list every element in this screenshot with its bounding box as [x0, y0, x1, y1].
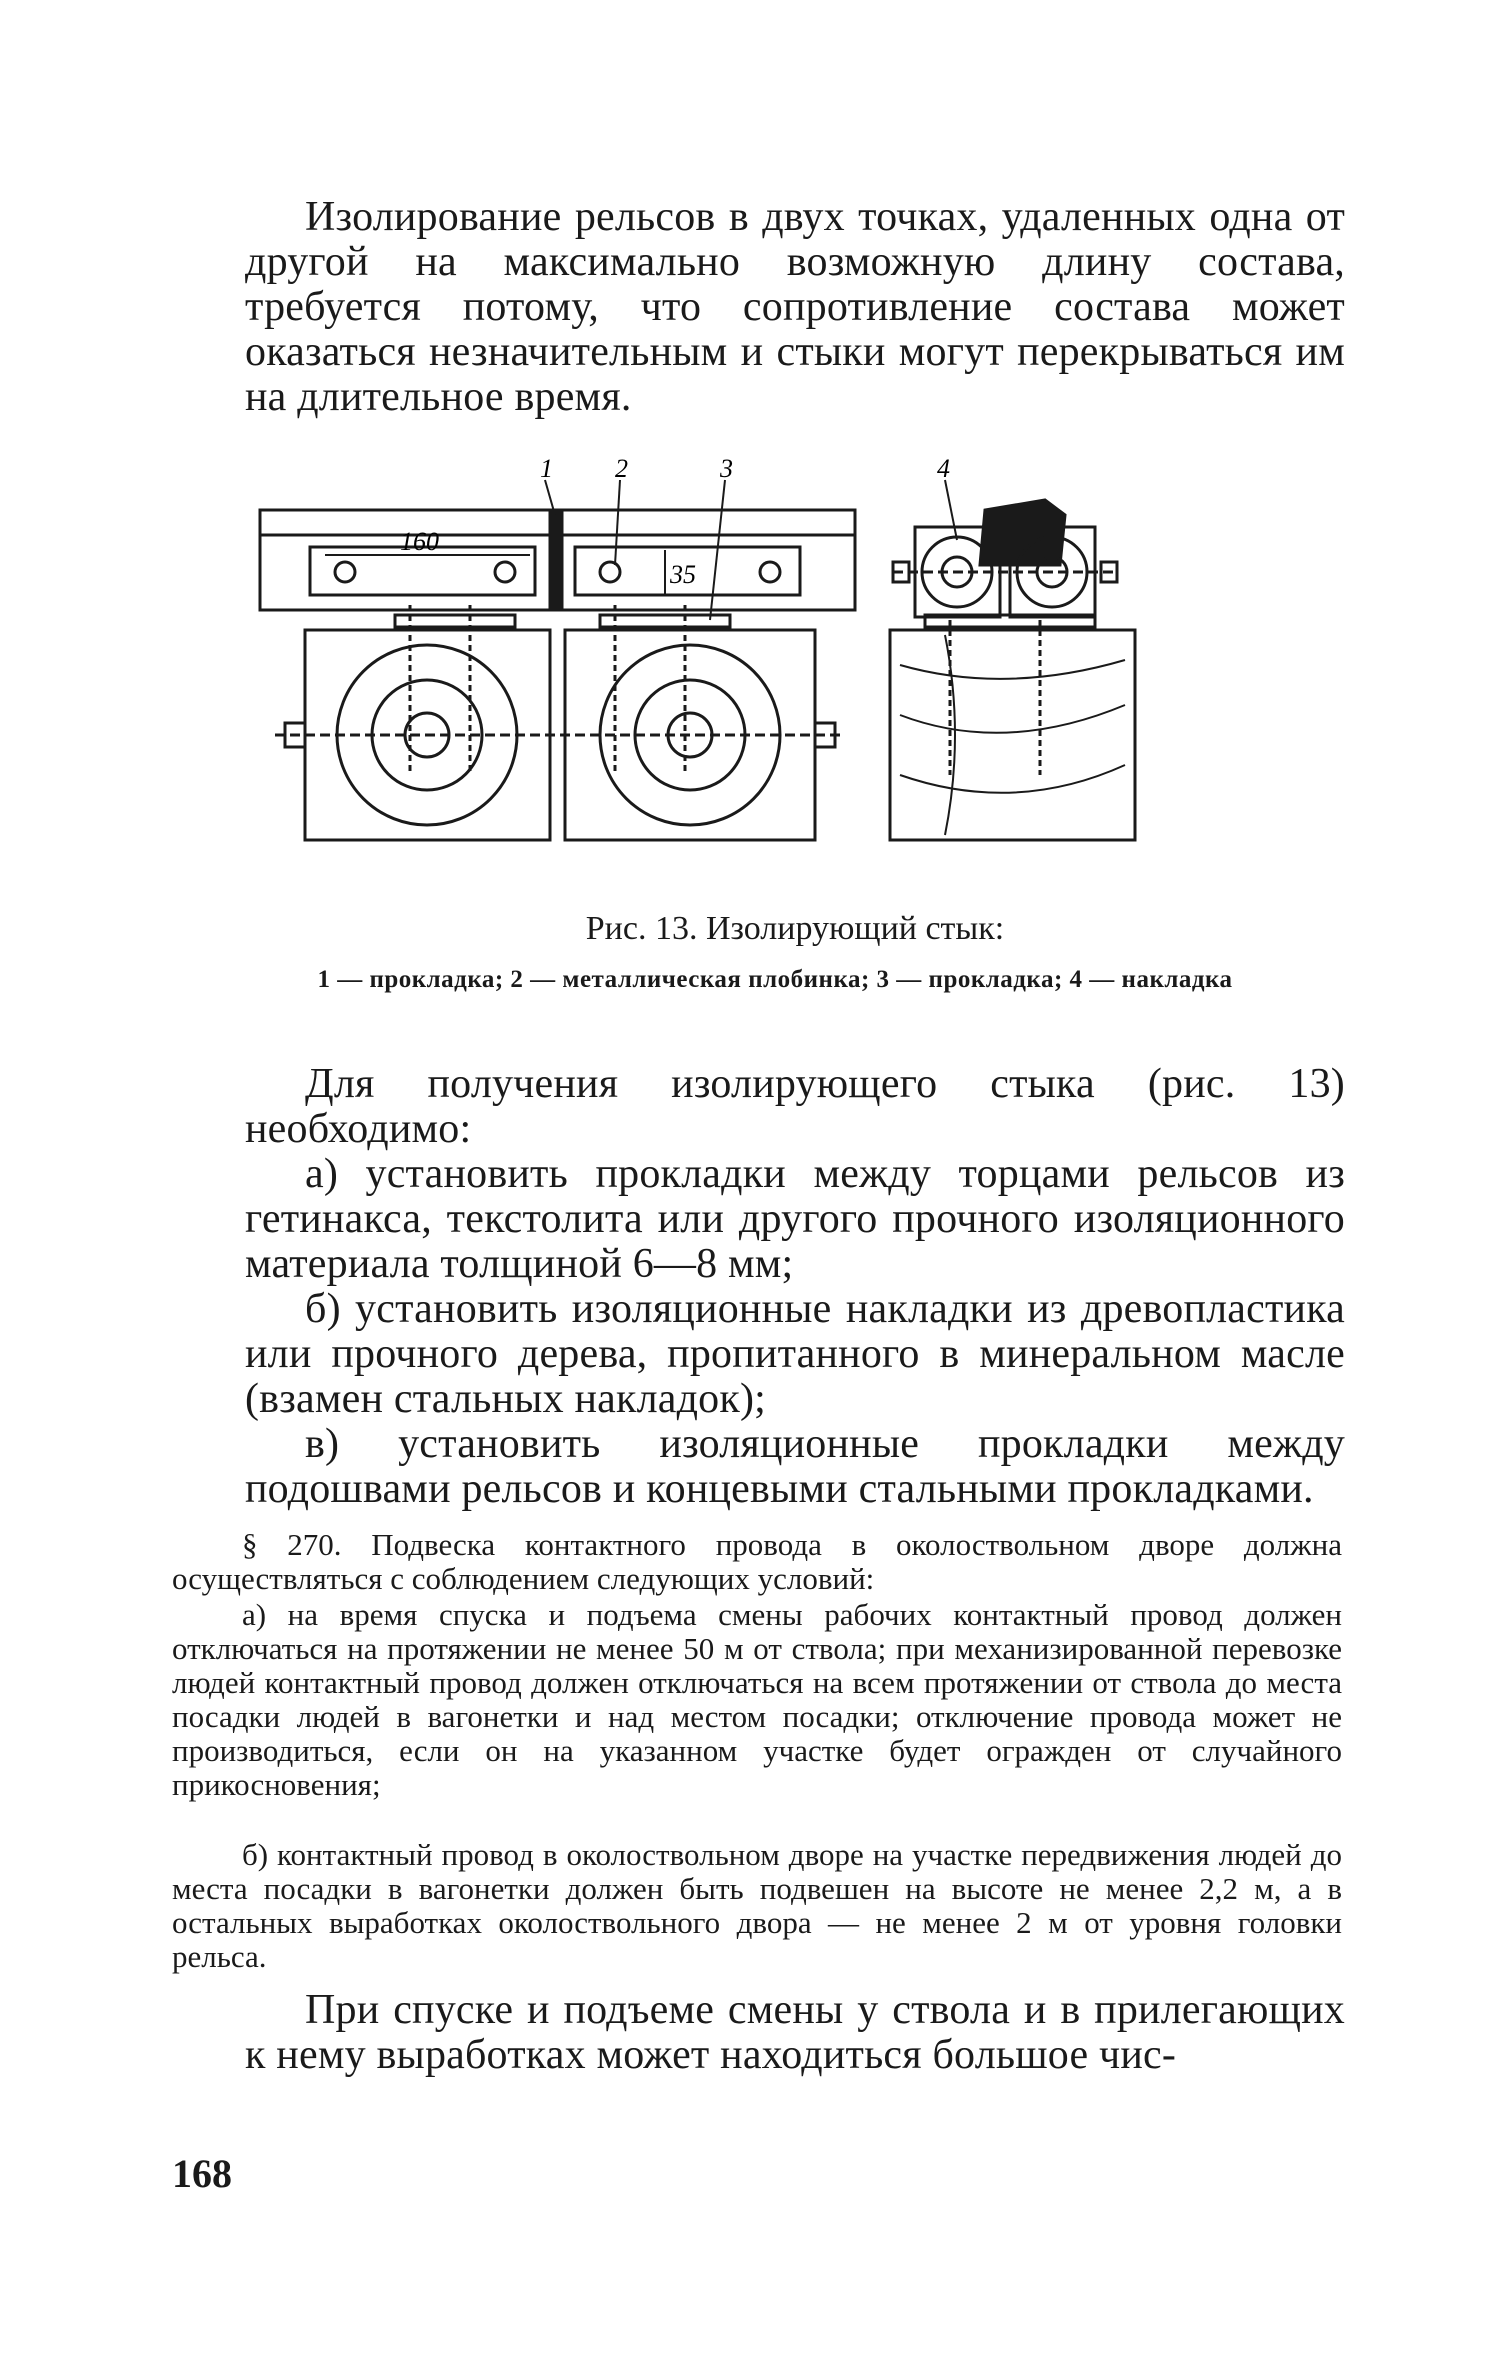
label-1: 1: [540, 455, 553, 483]
label-4: 4: [937, 455, 950, 483]
figure-insulating-joint: [245, 455, 1345, 875]
section-270-item-a: а) на время спуска и подъема смены рабочих контактный провод должен отключаться на протяжении не менее 50 м от ствола; при механизированной перевозке людей контактный провод должен отключаться на всем протяжении от ствола до места посадки людей в вагонетки и над местом посадки; отключение провода может не производиться, если он на указанном участке будет огражден от случайного прикосновения;: [172, 1597, 1342, 1802]
list-item-c: в) установить изоляционные прокладки между подошвами рельсов и концевыми стальными прокладками.: [245, 1421, 1345, 1512]
label-3: 3: [720, 455, 733, 483]
dimension-160: 160: [400, 527, 439, 556]
paragraph-insulation-points: Изолирование рельсов в двух точках, удаленных одна от другой на максимально возможную длину состава, требуется потому, что сопротивление состава может оказаться незначительным и стыки могут перекрываться им на длительное время.: [245, 194, 1345, 420]
section-270: § 270. Подвеска контактного провода в околоствольном дворе должна осуществляться с соблюдением следующих условий:: [172, 1527, 1342, 1596]
joint-drawing: [245, 455, 1345, 875]
section-270-item-b: б) контактный провод в околоствольном дворе на участке передвижения людей до места посадки в вагонетки должен быть подвешен на высоте не менее 2,2 м, а в остальных выработках околоствольного двора — не менее 2 м от уровня головки рельса.: [172, 1837, 1342, 1974]
base-plate-left: [395, 615, 515, 627]
figure-caption: Рис. 13. Изолирующий стык:: [585, 910, 1005, 947]
label-2: 2: [615, 455, 628, 483]
paragraph-requirements: Для получения изолирующего стыка (рис. 13) необходимо:: [245, 1061, 1345, 1152]
dimension-35: 35: [670, 560, 696, 589]
page-number: 168: [172, 2151, 232, 2196]
sleeper-section: [890, 630, 1135, 840]
figure-legend: 1 — прокладка; 2 — металлическая плобинка; 3 — прокладка; 4 — накладка: [317, 966, 1233, 993]
paragraph-shift-descent: При спуске и подъеме смены у ствола и в прилегающих к нему выработках может находиться большое чис-: [245, 1987, 1345, 2078]
list-item-b: б) установить изоляционные накладки из древопластика или прочного дерева, пропитанного в минеральном масле (взамен стальных накладок);: [245, 1286, 1345, 1422]
joint-gap-pad-icon: [550, 510, 562, 610]
list-item-a: а) установить прокладки между торцами рельсов из гетинакса, текстолита или другого прочного изоляционного материала толщиной 6—8 мм;: [245, 1151, 1345, 1287]
